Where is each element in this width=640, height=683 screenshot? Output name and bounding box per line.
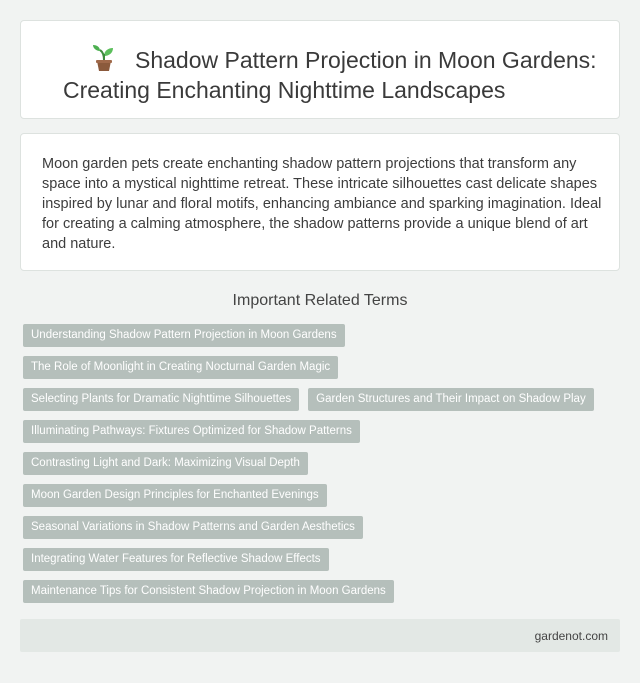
term-tag[interactable]: The Role of Moonlight in Creating Nocturnal Garden Magic [23,356,338,379]
term-tag[interactable]: Selecting Plants for Dramatic Nighttime Silhouettes [23,388,299,411]
related-terms-list [23,324,623,612]
description-text: Moon garden pets create enchanting shadow pattern projections that transform any space into a mystical nighttime retreat. These intricate silhouettes cast delicate shapes inspired by lunar and floral motifs, enhancing ambiance and sparking imagination. Ideal for creating a calming atmosphere, the shadow patterns provide a unique blend of art and nature. [42,156,602,252]
footer [20,619,620,652]
seedling-icon [91,44,117,72]
term-tag[interactable]: Integrating Water Features for Reflective Shadow Effects [23,548,329,571]
site-name[interactable]: gardenot.com [534,629,608,643]
related-terms-heading: Important Related Terms [232,292,408,309]
term-tag[interactable]: Seasonal Variations in Shadow Patterns and Garden Aesthetics [23,516,363,539]
term-tag[interactable]: Illuminating Pathways: Fixtures Optimized for Shadow Patterns [23,420,360,443]
term-tag[interactable]: Contrasting Light and Dark: Maximizing Visual Depth [23,452,308,475]
description-card [20,133,620,271]
title-line-2: Creating Enchanting Nighttime Landscapes [63,77,506,103]
term-tag[interactable]: Maintenance Tips for Consistent Shadow Projection in Moon Gardens [23,580,394,603]
term-tag[interactable]: Understanding Shadow Pattern Projection in Moon Gardens [23,324,345,347]
term-tag[interactable]: Moon Garden Design Principles for Enchanted Evenings [23,484,327,507]
title-card [20,20,620,119]
term-tag[interactable]: Garden Structures and Their Impact on Shadow Play [308,388,594,411]
page-title [63,44,611,105]
title-line-1: Shadow Pattern Projection in Moon Gardens: [135,47,597,73]
